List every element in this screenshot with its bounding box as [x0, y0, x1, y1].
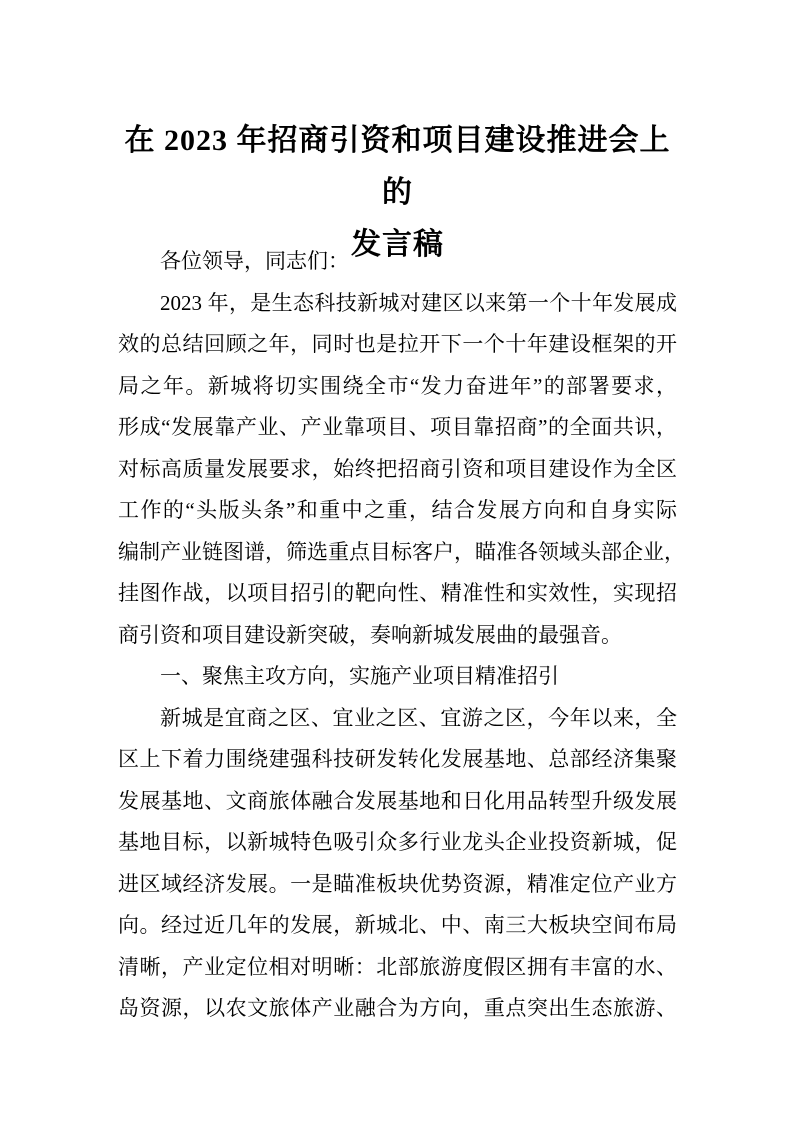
body-line: 进区域经济发展。一是瞄准板块优势资源，精准定位产业方 [118, 871, 677, 896]
body-line: 岛资源，以农文旅体产业融合为方向，重点突出生态旅游、 [118, 996, 677, 1020]
body-line-greeting: 各位领导，同志们： [160, 249, 349, 273]
body-line: 向。经过近几年的发展，新城北、中、南三大板块空间布局 [118, 913, 677, 937]
title-line-2: 发言稿 [351, 228, 444, 261]
body-line: 编制产业链图谱，筛选重点目标客户，瞄准各领域头部企业， [118, 539, 685, 564]
body-line: 效的总结回顾之年，同时也是拉开下一个十年建设框架的开 [118, 332, 677, 356]
body-line: 挂图作战，以项目招引的靶向性、精准性和实效性，实现招 [118, 581, 677, 605]
title-line-1: 在 2023 年招商引资和项目建设推进会上的 [124, 124, 671, 209]
body-line: 形成“发展靠产业、产业靠项目、项目靠招商”的全面共识， [118, 415, 677, 439]
body-line: 新城是宜商之区、宜业之区、宜游之区，今年以来，全 [160, 705, 677, 730]
document-body [118, 241, 685, 1030]
body-line: 工作的“头版头条”和重中之重，结合发展方向和自身实际 [118, 498, 677, 522]
body-line: 2023 年，是生态科技新城对建区以来第一个十年发展成 [160, 290, 677, 315]
section-heading: 一、聚焦主攻方向，实施产业项目精准招引 [160, 664, 559, 688]
body-line-paragraph-end: 商引资和项目建设新突破，奏响新城发展曲的最强音。 [118, 622, 622, 647]
body-line: 发展基地、文商旅体融合发展基地和日化用品转型升级发展 [118, 788, 677, 813]
body-line: 局之年。新城将切实围绕全市“发力奋进年”的部署要求， [118, 373, 677, 398]
body-line: 清晰，产业定位相对明晰：北部旅游度假区拥有丰富的水、 [118, 954, 677, 979]
body-line: 基地目标，以新城特色吸引众多行业龙头企业投资新城，促 [118, 830, 677, 854]
body-line: 对标高质量发展要求，始终把招商引资和项目建设作为全区 [118, 456, 677, 481]
body-line: 区上下着力围绕建强科技研发转化发展基地、总部经济集聚 [118, 747, 677, 771]
